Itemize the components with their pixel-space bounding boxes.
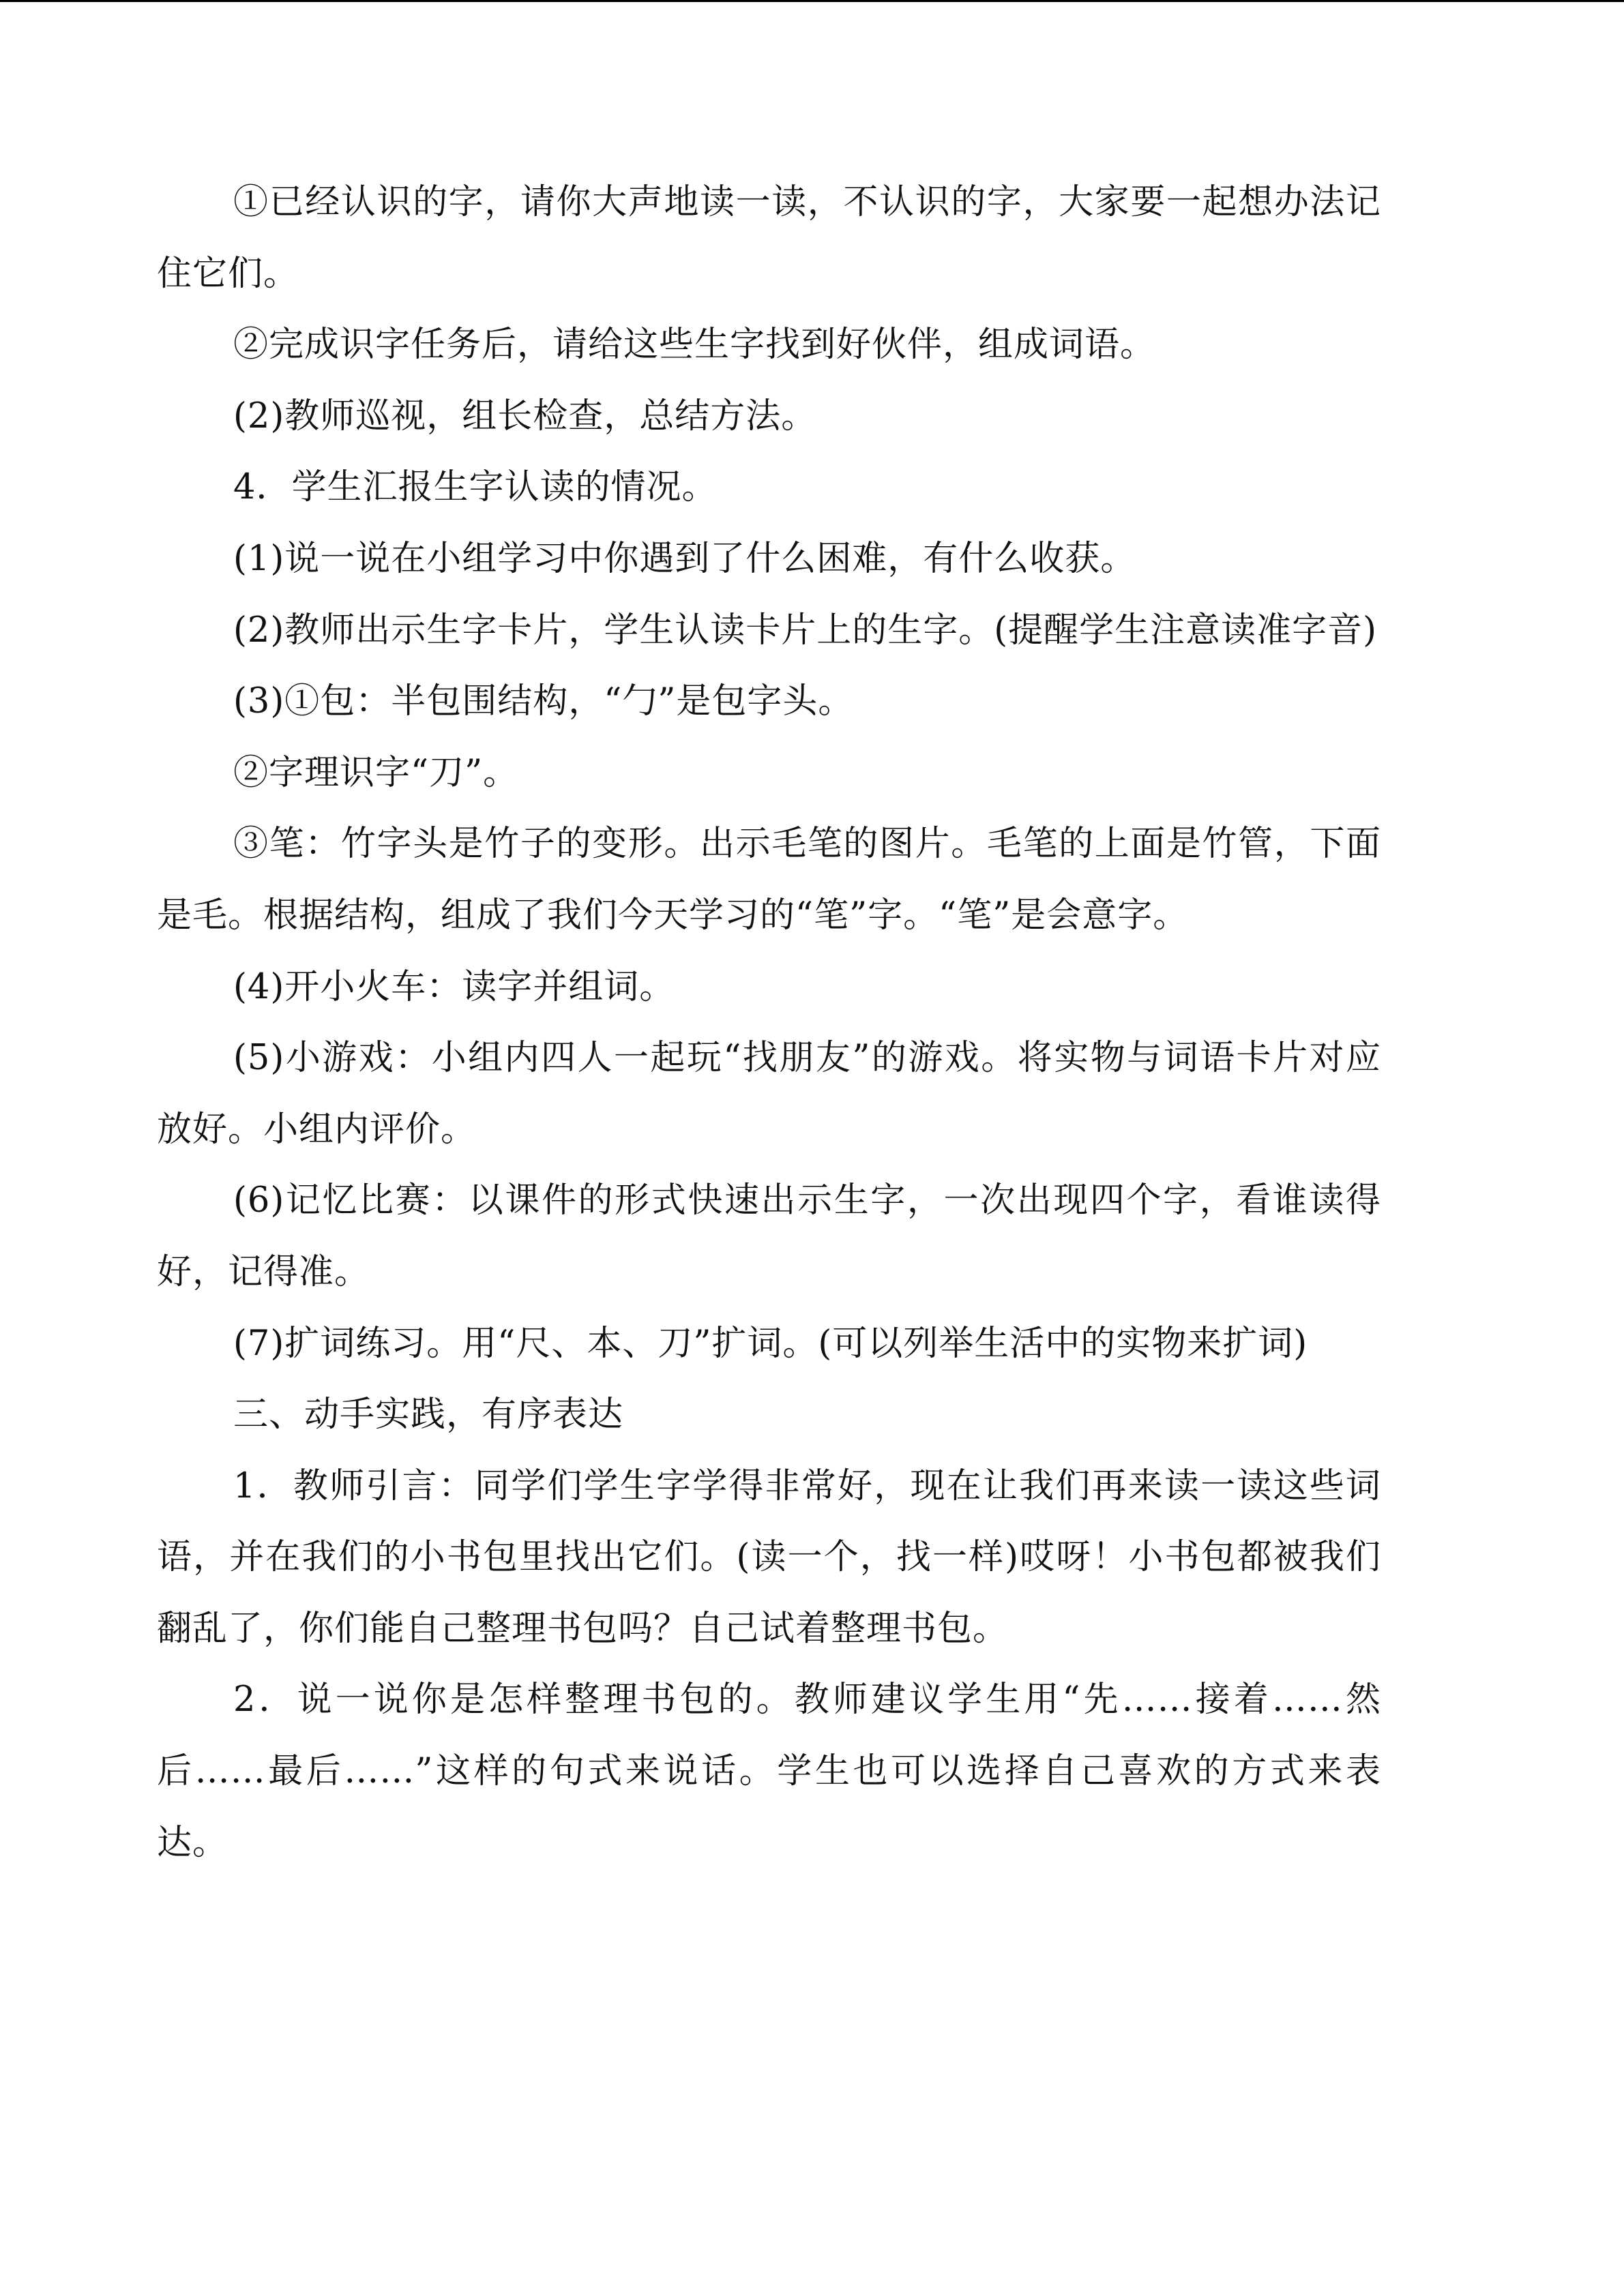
paragraph: 2．说一说你是怎样整理书包的。教师建议学生用“先……接着……然后……最后……”这样的句式来说话。学生也可以选择自己喜欢的方式来表达。 [157, 1680, 1381, 1863]
paragraph: (4)开小火车：读字并组词。 [233, 966, 675, 1007]
paragraph: 1．教师引言：同学们学生字学得非常好，现在让我们再来读一读这些词语，并在我们的小书包里找出它们。(读一个，找一样)哎呀！小书包都被我们翻乱了，你们能自己整理书包吗？自己试着整理书包。 [157, 1465, 1381, 1649]
paragraph: (5)小游戏：小组内四人一起玩“找朋友”的游戏。将实物与词语卡片对应放好。小组内评价。 [157, 1038, 1381, 1150]
paragraph: (6)记忆比赛：以课件的形式快速出示生字，一次出现四个字，看谁读得好，记得准。 [157, 1180, 1381, 1292]
paragraph: ②字理识字“刀”。 [233, 752, 519, 793]
paragraph: (2)教师巡视，组长检查，总结方法。 [233, 396, 817, 436]
paragraph: (2)教师出示生字卡片，学生认读卡片上的生字。(提醒学生注意读准字音) [233, 610, 1378, 651]
document-body [157, 167, 1381, 1879]
section-heading: 三、动手实践，有序表达 [233, 1395, 624, 1435]
paragraph: ③笔：竹字头是竹子的变形。出示毛笔的图片。毛笔的上面是竹管，下面是毛。根据结构，组成了我们今天学习的“笔”字。“笔”是会意字。 [157, 824, 1381, 936]
paragraph: ②完成识字任务后，请给这些生字找到好伙伴，组成词语。 [233, 325, 1156, 366]
paragraph: 4．学生汇报生字认读的情况。 [233, 467, 718, 508]
paragraph: (1)说一说在小组学习中你遇到了什么困难，有什么收获。 [233, 538, 1136, 579]
paragraph: ①已经认识的字，请你大声地读一读，不认识的字，大家要一起想办法记住它们。 [157, 182, 1381, 294]
paragraph: (7)扩词练习。用“尺、本、刀”扩词。(可以列举生活中的实物来扩词) [233, 1323, 1308, 1364]
paragraph: (3)①包：半包围结构，“勹”是包字头。 [233, 681, 854, 722]
